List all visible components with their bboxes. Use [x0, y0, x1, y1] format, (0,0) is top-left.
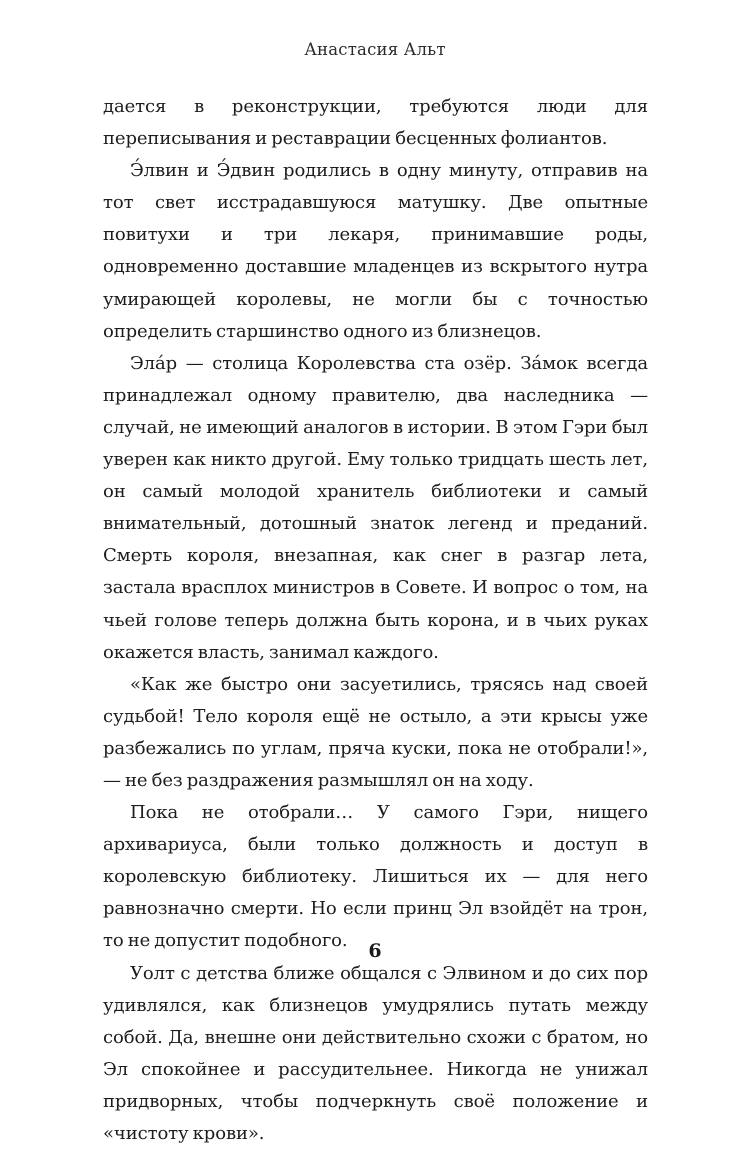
- paragraph: Уолт с детства ближе общался с Элвином и до сих пор удивлялся, как близнецов умудрялись путать между собой. Да, внешне они действительно схожи с братом, но Эл спокойнее и рассудительнее. Никогда не унижал придворных, чтобы подчеркнуть своё положение и «чистоту крови».: [103, 962, 648, 1144]
- paragraph-continuation: дается в реконструкции, требуются люди для переписывания и реставрации бесценных фолиантов.: [103, 96, 648, 150]
- running-header-author: Анастасия Альт: [304, 40, 446, 59]
- body-text: [103, 91, 648, 1150]
- paragraph: Эла́р — столица Королевства ста озёр. За́мок всегда принадлежал одному правителю, два наследника — случай, не имеющий аналогов в истории. В этом Гэри был уверен как никто другой. Ему только тридцать шесть лет, он самый молодой хранитель библиотеки и самый внимательный, дотошный знаток легенд и преданий. Смерть короля, внезапная, как снег в разгар лета, застала врасплох министров в Совете. И вопрос о том, на чьей голове теперь должна быть корона, и в чьих руках окажется власть, занимал каждого.: [103, 352, 648, 663]
- paragraph: Пока не отобрали… У самого Гэри, нищего архивариуса, были только должность и доступ в королевскую библиотеку. Лишиться их — для него равнозначно смерти. Но если принц Эл взойдёт на трон, то не допустит подобного.: [103, 802, 648, 952]
- page-number: 6: [368, 940, 382, 962]
- paragraph-quote: «Как же быстро они засуетились, трясясь над своей судьбой! Тело короля ещё не остыло, а эти крысы уже разбежались по углам, пряча куски, пока не отобрали!», — не без раздражения размышлял он на ходу.: [103, 673, 648, 791]
- paragraph: Э́лвин и Э́двин родились в одну минуту, отправив на тот свет исстрадавшуюся матушку. Две опытные повитухи и три лекаря, принимавшие роды, одновременно доставшие младенцев из вскрытого нутра умирающей королевы, не могли бы с точностью определить старшинство одного из близнецов.: [103, 160, 648, 342]
